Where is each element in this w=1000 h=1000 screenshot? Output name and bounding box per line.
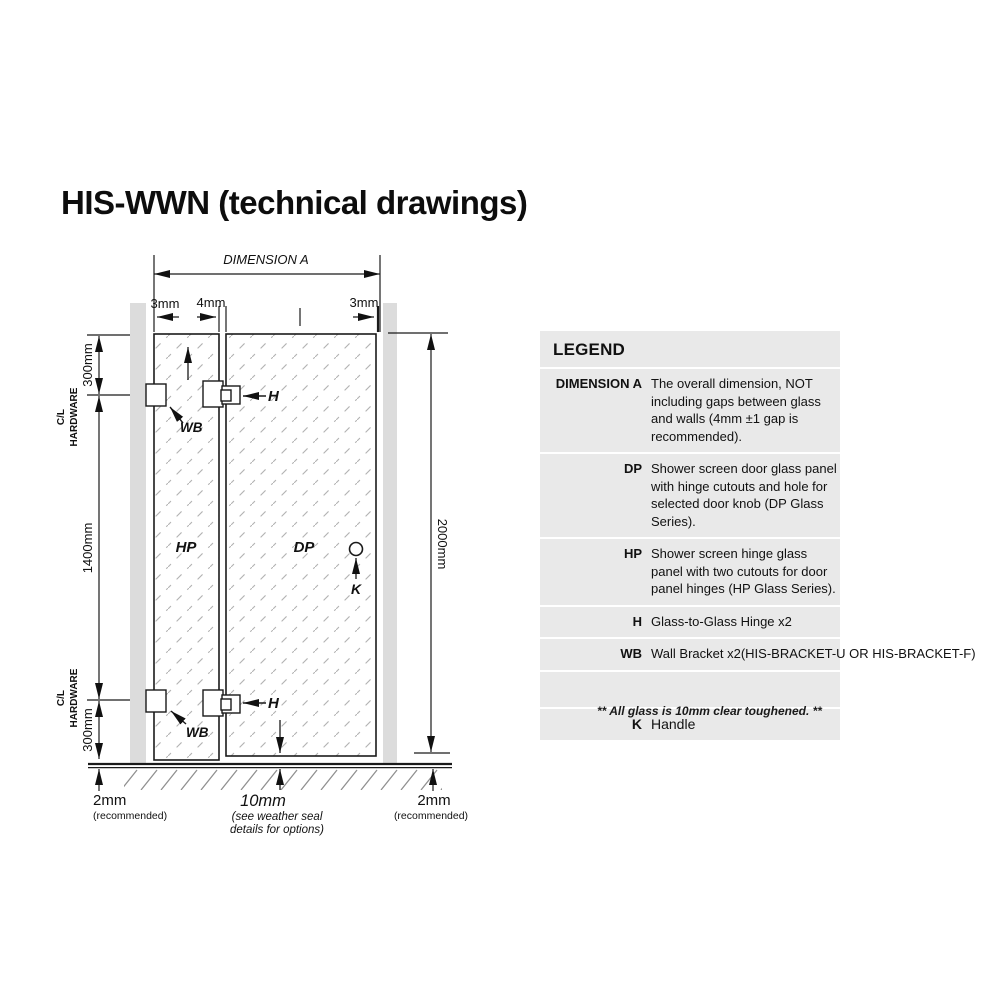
gap-left-label: 3mm xyxy=(150,296,180,311)
legend-term: H xyxy=(632,613,642,629)
floor-gap-door-label: 10mm xyxy=(240,792,286,810)
wall-bracket-top-label: WB xyxy=(180,420,203,435)
wall-bracket-bottom-label: WB xyxy=(186,725,209,740)
floor-gap-left-label: 2mm xyxy=(93,792,127,809)
legend-desc: Shower screen hinge glass panel with two cutouts for door panel hinges (HP Glass Series). xyxy=(651,546,836,596)
floor-hatch xyxy=(124,769,442,790)
legend-desc: Glass-to-Glass Hinge x2 xyxy=(651,613,792,629)
legend-row-wb xyxy=(540,637,976,670)
legend-desc: Handle xyxy=(651,715,696,732)
cl-hardware-top-line1: C/L xyxy=(56,408,67,426)
cl-hardware-bottom-line2: HARDWARE xyxy=(69,668,80,728)
wall-bracket-bottom xyxy=(146,690,166,712)
cl-hardware-top-line2: HARDWARE xyxy=(69,387,80,447)
hinge-bottom-notch xyxy=(221,699,231,710)
dim-1400-label: 1400mm xyxy=(80,522,95,574)
floor xyxy=(88,764,452,790)
right-dimension-column xyxy=(388,333,468,822)
page-title: HIS-WWN (technical drawings) xyxy=(61,184,528,221)
legend-term: WB xyxy=(620,646,642,661)
hinge-top-left-plate xyxy=(203,381,223,407)
legend-row-dp xyxy=(540,452,840,537)
legend-footnote: ** All glass is 10mm clear toughened. ** xyxy=(597,704,822,718)
hinge-bottom-left-plate xyxy=(203,690,223,716)
dim-300-bottom-label: 300mm xyxy=(80,708,95,752)
legend-desc: The overall dimension, NOT including gaps between glass and walls (4mm ±1 gap is recommended). xyxy=(651,376,821,444)
dim-300-top-label: 300mm xyxy=(80,343,95,387)
legend-row-spacer xyxy=(540,670,840,707)
hinge-bottom-label: H xyxy=(268,695,279,712)
legend-desc: Shower screen door glass panel with hinge cutouts and hole for selected door knob (DP Glass Series). xyxy=(651,461,837,529)
legend-row-dimension-a xyxy=(540,367,840,452)
floor-gap-right-label: 2mm xyxy=(417,792,451,809)
legend-term: DP xyxy=(623,461,642,476)
legend-term: DIMENSION A xyxy=(555,376,642,391)
left-dimension-column xyxy=(56,335,167,822)
gap-middle-label: 4mm xyxy=(196,295,226,310)
cl-hardware-bottom-line1: C/L xyxy=(56,689,67,707)
legend xyxy=(540,331,976,740)
legend-term: HP xyxy=(623,546,642,561)
hinge-panel-label: HP xyxy=(175,539,197,556)
dimension-a-label: DIMENSION A xyxy=(223,252,309,267)
legend-row-h xyxy=(540,605,840,638)
door-panel-label: DP xyxy=(293,539,315,556)
door-knob xyxy=(350,543,363,556)
dimension-a xyxy=(154,252,380,332)
gap-right-label: 3mm xyxy=(349,295,379,310)
floor-gap-left-note: (recommended) xyxy=(93,810,168,822)
legend-desc: Wall Bracket x2(HIS-BRACKET-U OR HIS-BRACKET-F) xyxy=(651,646,976,661)
floor-gap-door-note2: details for options) xyxy=(230,824,324,836)
floor-gap-door-note1: (see weather seal xyxy=(231,811,323,823)
legend-term: K xyxy=(631,715,642,732)
top-gap-dimensions xyxy=(151,295,379,332)
legend-title: LEGEND xyxy=(553,340,626,359)
hinge-top-label: H xyxy=(268,388,279,405)
hinge-top-notch xyxy=(221,390,231,401)
right-wall xyxy=(383,303,397,765)
floor-gap-right-note: (recommended) xyxy=(393,810,469,822)
dim-2000-label: 2000mm xyxy=(435,518,450,570)
legend-row-hp xyxy=(540,537,840,605)
left-wall xyxy=(130,303,146,765)
wall-bracket-top xyxy=(146,384,166,406)
knob-label: K xyxy=(350,581,362,597)
